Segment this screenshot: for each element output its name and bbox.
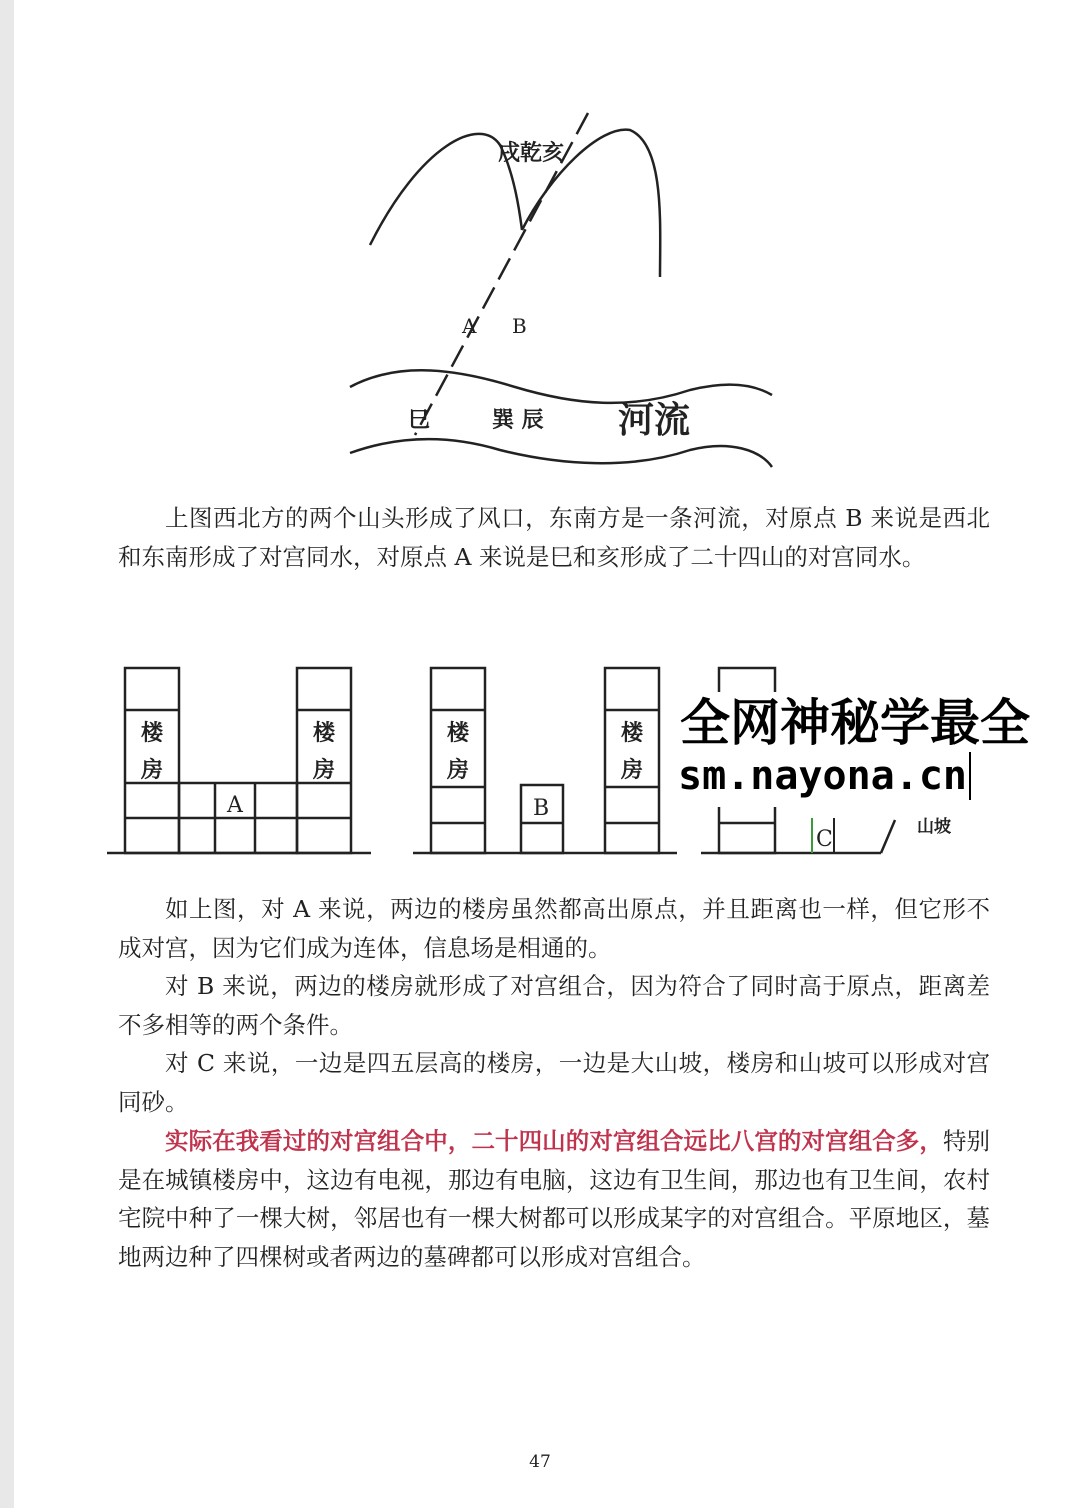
label-xu-qian-hai: 戌乾亥 [498,140,565,166]
label-point-b-building: B [533,796,550,821]
river-bank-upper [350,370,772,403]
label-point-c: C [816,827,833,852]
paragraph-4: 对 C 来说，一边是四五层高的楼房，一边是大山坡，楼房和山坡可以形成对宫同砂。 [118,1049,990,1116]
label-lou-right-a: 楼 [313,720,336,746]
label-si: 巳 [408,407,431,433]
label-lou-right-b: 楼 [621,720,644,746]
paragraph-2: 如上图，对 A 来说，两边的楼房虽然都高出原点，并且距离也一样，但它形不成对宫，因为它们成为连体，信息场是相通的。 [118,895,990,962]
paragraph-3: 对 B 来说，两边的楼房就形成了对宫组合，因为符合了同时高于原点，距离差不多相等的两个条件。 [118,972,990,1039]
label-xun-chen: 巽 辰 [492,407,544,433]
slope-c [881,820,895,853]
river-bank-lower [350,439,772,467]
label-point-a: A [462,314,477,338]
watermark [672,692,1080,807]
label-point-b: B [512,314,527,338]
mountain-river-diagram [340,105,790,475]
label-lou-left-a: 楼 [141,720,164,746]
paragraph-5-rest: 特别是在城镇楼房中，这边有电视，那边有电脑，这边有卫生间，那边也有卫生间，农村宅院中种了一棵大树，邻居也有一棵大树都可以形成某字的对宫组合。平原地区，墓地两边种了四棵树或者两边的墓碑都可以形成对宫组合。 [118,1127,991,1271]
page-edge [0,0,14,1508]
label-lou-left-b: 楼 [447,720,470,746]
label-fang-right-a: 房 [313,757,336,783]
label-point-a-building: A [227,793,243,818]
watermark-title: 全网神秘学最全 [680,694,1030,752]
watermark-url: sm.nayona.cn [678,752,971,800]
label-fang-right-b: 房 [621,757,644,783]
label-river: 河流 [618,399,691,441]
label-fang-left-a: 房 [141,757,164,783]
paragraph-5 [118,1122,990,1276]
page-number: 47 [529,1452,551,1472]
label-fang-left-b: 房 [447,757,470,783]
highlighted-text: 实际在我看过的对宫组合中，二十四山的对宫组合远比八宫的对宫组合多， [165,1127,943,1155]
paragraph-1: 上图西北方的两个山头形成了风口，东南方是一条河流，对原点 B 来说是西北和东南形成了对宫同水，对原点 A 来说是巳和亥形成了二十四山的对宫同水。 [118,504,990,571]
label-slope: 山坡 [917,817,951,837]
